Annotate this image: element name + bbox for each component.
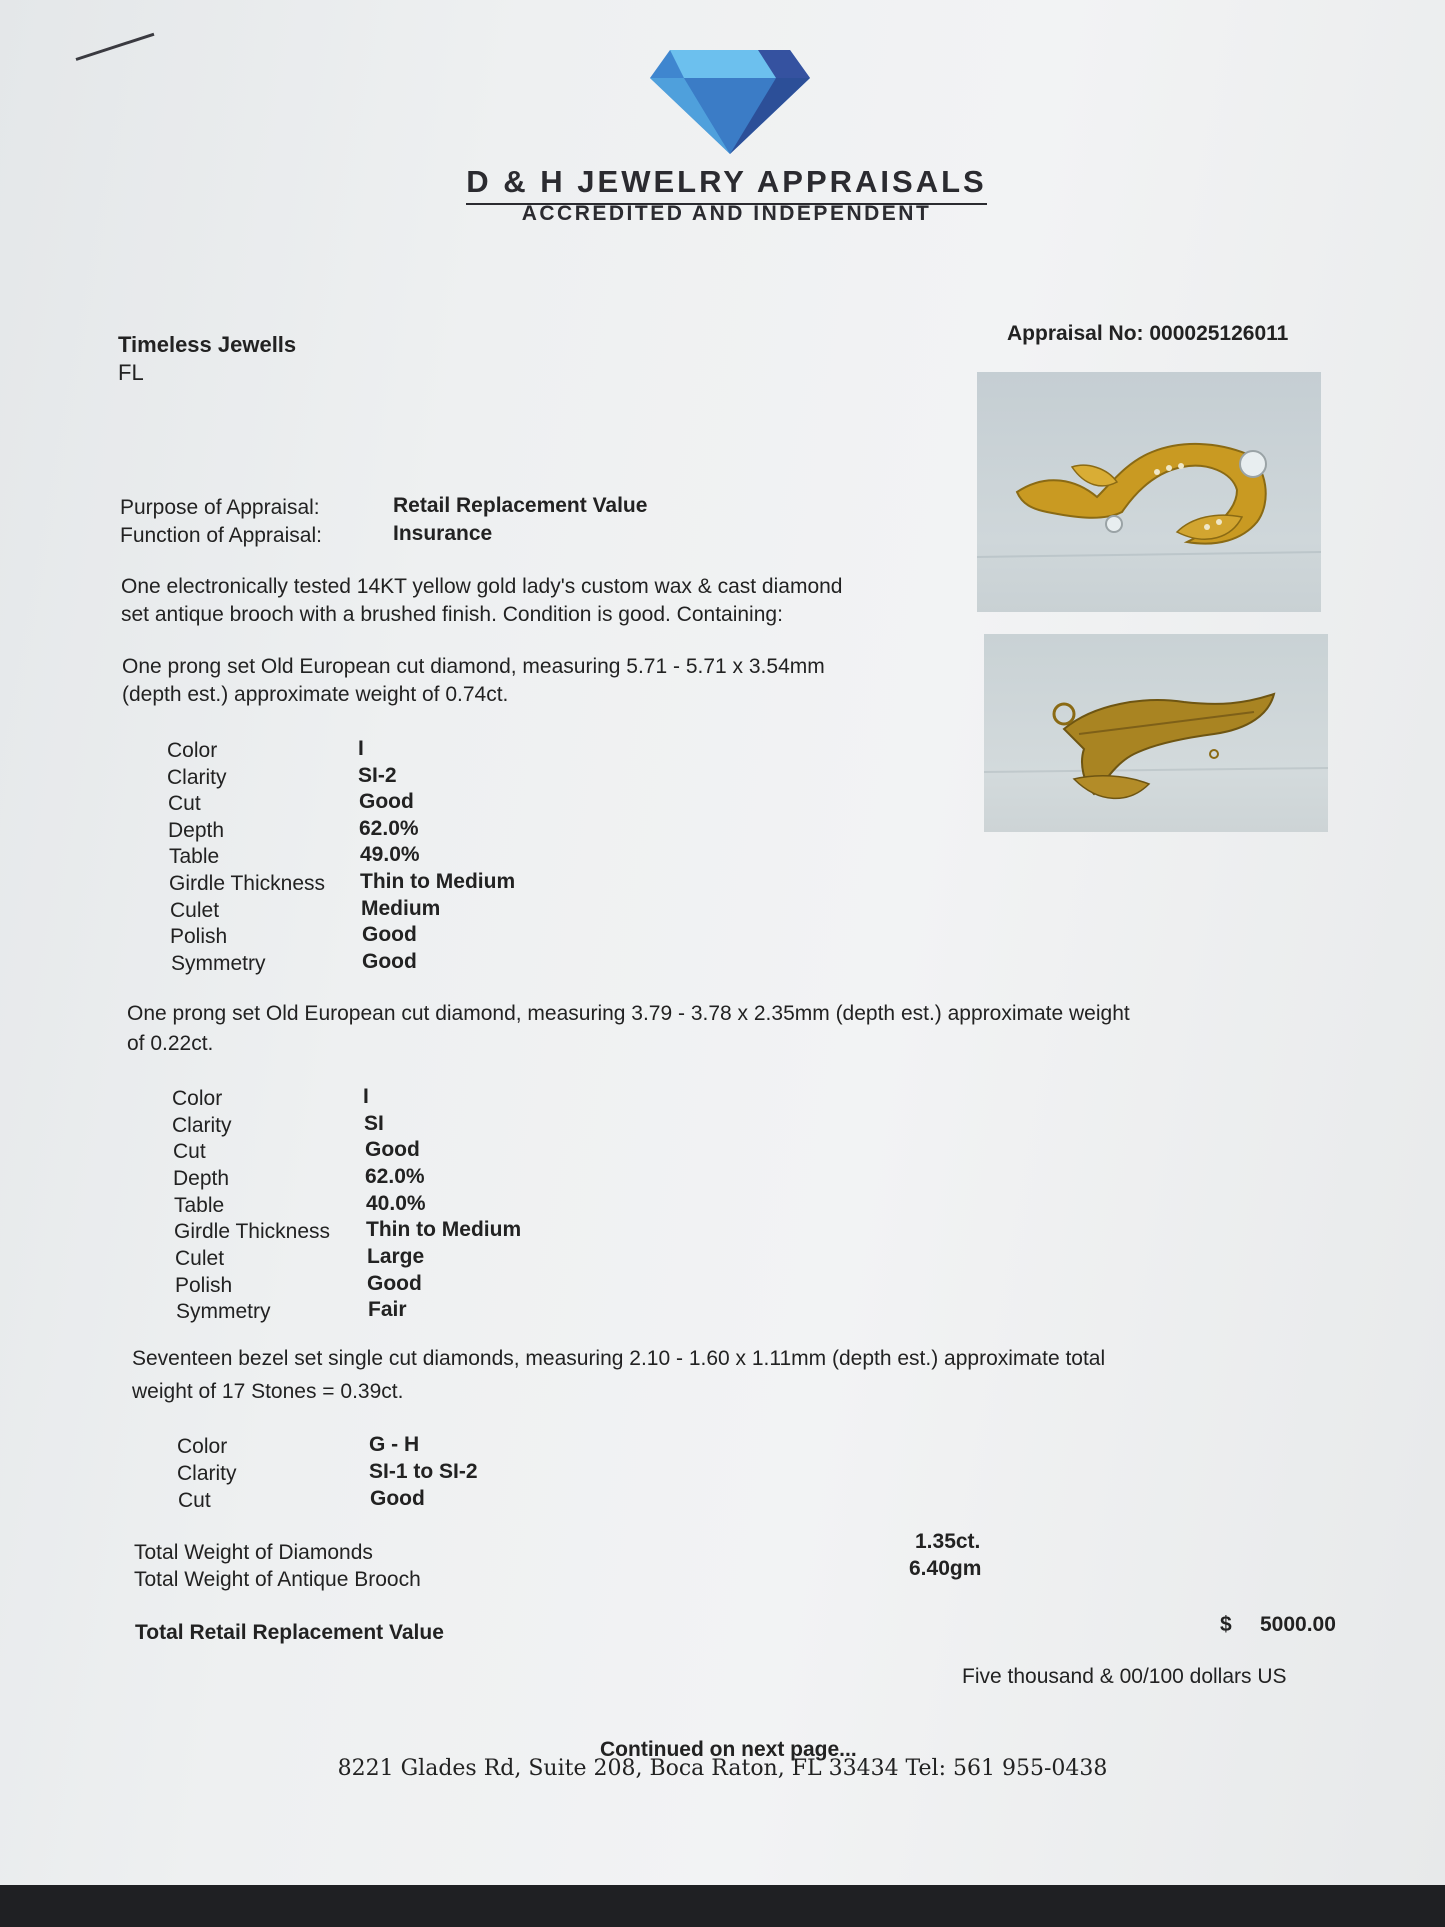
diamond3-line-1: Seventeen bezel set single cut diamonds, measuring 2.10 - 1.60 x 1.11mm (depth est.) approximate total — [132, 1347, 1106, 1370]
purpose-value: Retail Replacement Value — [393, 494, 648, 517]
total-brooch-label: Total Weight of Antique Brooch — [134, 1568, 421, 1591]
brand-name: D & H JEWELRY APPRAISALS — [0, 164, 1445, 205]
spec-label: Polish — [175, 1274, 233, 1297]
brooch-photo-front — [977, 372, 1321, 612]
spec-label: Table — [174, 1194, 225, 1217]
diamond2-line-1: One prong set Old European cut diamond, measuring 3.79 - 3.78 x 2.35mm (depth est.) approximate weight — [127, 1002, 1130, 1025]
spec-label: Symmetry — [171, 952, 266, 975]
spec-label: Girdle Thickness — [169, 872, 326, 895]
spec-value: 62.0% — [359, 817, 419, 840]
brooch-photo-back — [984, 634, 1328, 832]
spec-label: Cut — [178, 1489, 211, 1512]
spec-label: Polish — [170, 925, 228, 948]
spec-label: Girdle Thickness — [174, 1220, 331, 1243]
spec-label: Culet — [175, 1247, 225, 1270]
spec-label: Table — [169, 845, 220, 868]
diamond-logo-icon — [648, 48, 812, 156]
spec-value: Large — [367, 1245, 425, 1268]
spec-label: Depth — [173, 1167, 230, 1190]
description-line-1: One electronically tested 14KT yellow gold lady's custom wax & cast diamond — [121, 575, 843, 598]
spec-value: Thin to Medium — [366, 1218, 522, 1241]
spec-label: Symmetry — [176, 1300, 271, 1323]
spec-value: 62.0% — [365, 1165, 425, 1188]
spec-value: Good — [365, 1138, 420, 1161]
spec-label: Clarity — [172, 1114, 232, 1137]
function-label: Function of Appraisal: — [120, 524, 322, 547]
spec-value: Good — [362, 923, 417, 946]
diamond2-line-2: of 0.22ct. — [127, 1032, 214, 1055]
total-brooch-value: 6.40gm — [909, 1557, 982, 1580]
spec-value: I — [358, 737, 364, 760]
client-name: Timeless Jewells — [118, 332, 297, 357]
pen-mark — [76, 33, 155, 61]
spec-label: Clarity — [167, 766, 227, 789]
total-value-amount: 5000.00 — [1260, 1613, 1336, 1636]
spec-label: Clarity — [177, 1462, 237, 1485]
table-surface — [0, 1885, 1445, 1927]
spec-value: Good — [362, 950, 417, 973]
spec-value: Medium — [361, 897, 441, 920]
total-value-label: Total Retail Replacement Value — [135, 1621, 444, 1644]
total-diamonds-value: 1.35ct. — [915, 1530, 981, 1553]
purpose-label: Purpose of Appraisal: — [120, 496, 320, 519]
spec-value: SI — [364, 1112, 384, 1135]
footer-address: 8221 Glades Rd, Suite 208, Boca Raton, FL 33434 Tel: 561 955-0438 — [337, 1756, 1108, 1781]
spec-value: I — [363, 1085, 369, 1108]
currency-symbol: $ — [1220, 1613, 1232, 1636]
brand-tagline: ACCREDITED AND INDEPENDENT — [521, 202, 932, 225]
spec-label: Depth — [168, 819, 225, 842]
diamond1-line-1: One prong set Old European cut diamond, measuring 5.71 - 5.71 x 3.54mm — [122, 655, 825, 678]
diamond1-line-2: (depth est.) approximate weight of 0.74ct. — [122, 683, 509, 706]
spec-label: Cut — [173, 1140, 206, 1163]
spec-label: Cut — [168, 792, 201, 815]
spec-value: Fair — [368, 1298, 407, 1321]
spec-value: Good — [359, 790, 414, 813]
spec-value: SI-1 to SI-2 — [369, 1460, 478, 1483]
total-diamonds-label: Total Weight of Diamonds — [134, 1541, 373, 1564]
spec-value: G - H — [369, 1433, 420, 1456]
spec-label: Color — [167, 739, 218, 762]
continued-note: Continued on next page... — [600, 1738, 857, 1761]
spec-label: Culet — [170, 899, 220, 922]
spec-label: Color — [177, 1435, 228, 1458]
spec-value: Good — [367, 1272, 422, 1295]
diamond3-line-2: weight of 17 Stones = 0.39ct. — [132, 1380, 404, 1403]
function-value: Insurance — [393, 522, 493, 545]
client-state: FL — [118, 360, 144, 385]
description-line-2: set antique brooch with a brushed finish. Condition is good. Containing: — [121, 603, 783, 626]
spec-label: Color — [172, 1087, 223, 1110]
spec-value: SI-2 — [358, 764, 397, 787]
spec-value: Good — [370, 1487, 425, 1510]
spec-value: Thin to Medium — [360, 870, 516, 893]
spec-value: 40.0% — [366, 1192, 426, 1215]
appraisal-number: Appraisal No: 000025126011 — [1007, 322, 1289, 345]
total-value-words: Five thousand & 00/100 dollars US — [962, 1665, 1287, 1688]
spec-value: 49.0% — [360, 843, 420, 866]
